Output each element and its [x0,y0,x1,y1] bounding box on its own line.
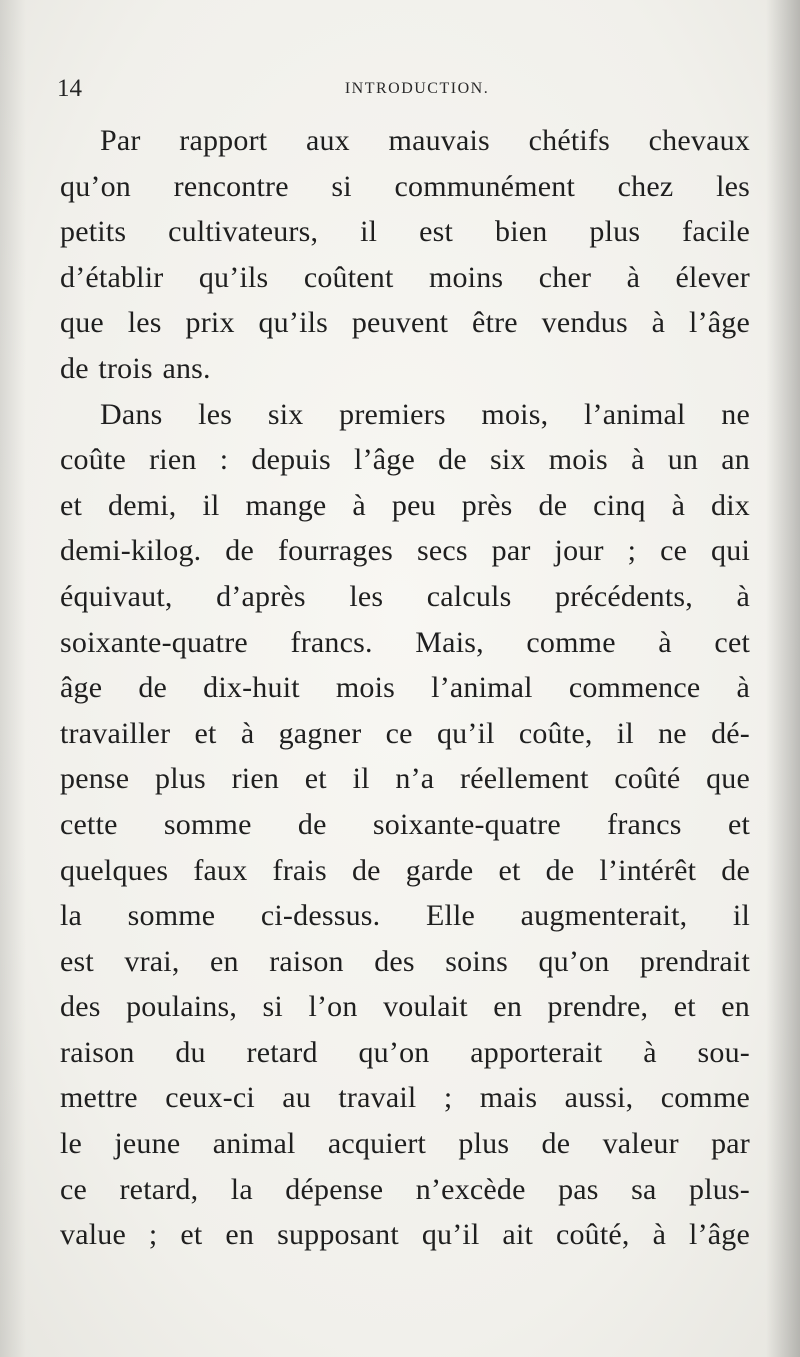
body-text [60,118,750,1258]
text-line: demi-kilog. de fourrages secs par jour ; ce qui [60,534,750,568]
text-line: raison du retard qu’on apporterait à sou- [60,1035,750,1069]
text-line: âge de dix-huit mois l’animal commence à [60,671,750,705]
running-head: INTRODUCTION. [344,80,490,97]
text-line: le jeune animal acquiert plus de valeur par [60,1127,750,1161]
text-line: soixante-quatre francs. Mais, comme à cet [60,625,750,659]
text-line: de trois ans. [60,351,211,385]
text-line: des poulains, si l’on voulait en prendre, et en [60,990,750,1024]
text-line: ce retard, la dépense n’excède pas sa plus- [60,1172,750,1206]
text-line: quelques faux frais de garde et de l’intérêt de [60,853,750,887]
text-line: cette somme de soixante-quatre francs et [60,807,750,841]
text-line: travailler et à gagner ce qu’il coûte, il ne dé- [60,716,750,750]
text-line: la somme ci-dessus. Elle augmenterait, il [60,899,750,933]
text-line: Par rapport aux mauvais chétifs chevaux [100,124,750,157]
text-line: et demi, il mange à peu près de cinq à dix [60,488,750,522]
text-line: d’établir qu’ils coûtent moins cher à élever [60,260,750,294]
text-line: équivaut, d’après les calculs précédents, à [60,579,750,613]
text-line: mettre ceux-ci au travail ; mais aussi, comme [60,1081,750,1115]
text-line: Dans les six premiers mois, l’animal ne [100,397,750,431]
text-line: pense plus rien et il n’a réellement coûté que [60,762,750,796]
text-line: qu’on rencontre si communément chez les [60,169,750,203]
text-line: petits cultivateurs, il est bien plus facile [60,215,750,249]
text-line: que les prix qu’ils peuvent être vendus à l’âge [60,306,750,340]
gutter-shadow [0,0,26,1357]
page-edge-shadow [766,0,800,1357]
text-line: value ; et en supposant qu’il ait coûté, à l’âge [60,1218,750,1252]
text-line: est vrai, en raison des soins qu’on prendrait [60,944,750,978]
text-line: coûte rien : depuis l’âge de six mois à un an [60,443,750,477]
page-header [57,74,747,108]
page-number: 14 [57,75,82,102]
